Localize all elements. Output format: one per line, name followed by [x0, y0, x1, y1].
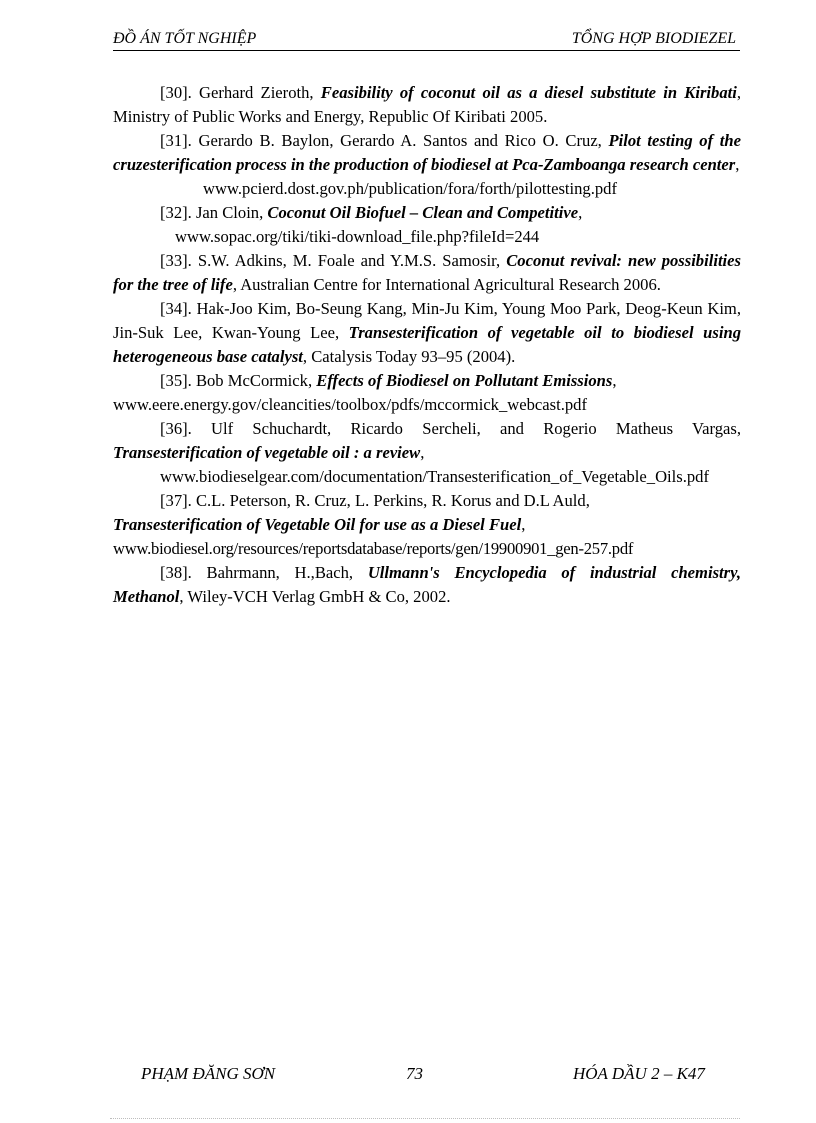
- reference-list: [113, 81, 741, 609]
- page-number: 73: [406, 1064, 423, 1083]
- footer-author: PHẠM ĐĂNG SƠN: [141, 1064, 276, 1083]
- ref-publisher: , Ministry of Public Works and Energy, Republic Of Kiribati 2005.: [113, 83, 742, 126]
- ref-number: [35].: [160, 371, 192, 390]
- ref-title: Coconut revival: new possibilities for the tree of life: [113, 251, 741, 294]
- ref-authors: Ulf Schuchardt, Ricardo Sercheli, and Rogerio Matheus Vargas,: [191, 419, 741, 438]
- reference-36: [113, 417, 741, 465]
- ref-authors: Bob McCormick,: [191, 371, 317, 390]
- ref-publisher: , Wiley-VCH Verlag GmbH & Co, 2002.: [179, 587, 451, 606]
- reference-33: [113, 249, 741, 297]
- ref-title: Effects of Biodiesel on Pollutant Emissions: [316, 371, 613, 390]
- reference-36-url: www.biodieselgear.com/documentation/Transesterification_of_Vegetable_Oils.pdf: [160, 467, 709, 486]
- reference-30: [113, 81, 741, 129]
- ref-number: [37].: [160, 491, 192, 510]
- ref-publisher: , Catalysis Today 93–95 (2004).: [302, 347, 516, 366]
- ref-authors: Hak-Joo Kim, Bo-Seung Kang, Min-Ju Kim, Young Moo Park, Deog-Keun Kim, Jin-Suk Lee, Kwan-Young Lee,: [113, 299, 741, 342]
- ref-title: Transesterification of vegetable oil : a review: [113, 443, 421, 462]
- reference-34: [113, 297, 741, 369]
- ref-number: [32].: [160, 203, 192, 222]
- reference-37-title-line: [113, 513, 741, 537]
- ref-authors: Jan Cloin,: [191, 203, 268, 222]
- ref-title: Ullmann's Encyclopedia of industrial chemistry, Methanol: [113, 563, 741, 606]
- ref-punct: ,: [735, 155, 740, 174]
- ref-punct: ,: [521, 515, 526, 534]
- ref-number: [30].: [160, 83, 192, 102]
- reference-31-url: www.pcierd.dost.gov.ph/publication/fora/forth/pilottesting.pdf: [203, 179, 618, 198]
- reference-31: [113, 129, 741, 177]
- ref-authors: Gerardo B. Baylon, Gerardo A. Santos and Rico O. Cruz,: [191, 131, 609, 150]
- reference-38: [113, 561, 741, 609]
- ref-authors: S.W. Adkins, M. Foale and Y.M.S. Samosir,: [191, 251, 507, 270]
- header-left: ĐỒ ÁN TỐT NGHIỆP: [113, 30, 257, 47]
- ref-title: Transesterification of Vegetable Oil for use as a Diesel Fuel: [113, 515, 522, 534]
- reference-32: [113, 201, 741, 225]
- ref-authors: Bahrmann, H.,Bach,: [191, 563, 368, 582]
- ref-punct: ,: [578, 203, 583, 222]
- ref-title: Feasibility of coconut oil as a diesel substitute in Kiribati: [320, 83, 737, 102]
- bottom-dotted-rule: [110, 1118, 740, 1119]
- footer-class: HÓA DẦU 2 – K47: [573, 1064, 705, 1083]
- reference-35-url: www.eere.energy.gov/cleancities/toolbox/pdfs/mccormick_webcast.pdf: [113, 395, 587, 414]
- reference-32-url: www.sopac.org/tiki/tiki-download_file.php?fileId=244: [175, 227, 540, 246]
- page-header: [113, 28, 740, 51]
- ref-number: [34].: [160, 299, 192, 318]
- ref-number: [36].: [160, 419, 192, 438]
- ref-title: Transesterification of vegetable oil to biodiesel using heterogeneous base catalyst: [113, 323, 741, 366]
- ref-publisher: , Australian Centre for International Agricultural Research 2006.: [232, 275, 661, 294]
- ref-number: [33].: [160, 251, 192, 270]
- ref-punct: ,: [420, 443, 425, 462]
- header-right: TỔNG HỢP BIODIEZEL: [571, 30, 736, 47]
- ref-authors: C.L. Peterson, R. Cruz, L. Perkins, R. Korus and D.L Auld,: [191, 491, 590, 510]
- reference-35: [113, 369, 741, 393]
- reference-37: [113, 489, 741, 513]
- ref-punct: ,: [612, 371, 617, 390]
- ref-authors: Gerhard Zieroth,: [191, 83, 321, 102]
- reference-37-url: www.biodiesel.org/resources/reportsdatabase/reports/gen/19900901_gen-257.pdf: [113, 539, 634, 558]
- ref-number: [31].: [160, 131, 192, 150]
- ref-title: Coconut Oil Biofuel – Clean and Competitive: [267, 203, 579, 222]
- ref-number: [38].: [160, 563, 192, 582]
- ref-title: Pilot testing of the cruzesterification process in the production of biodiesel at Pca-Zamboanga research center: [113, 131, 741, 174]
